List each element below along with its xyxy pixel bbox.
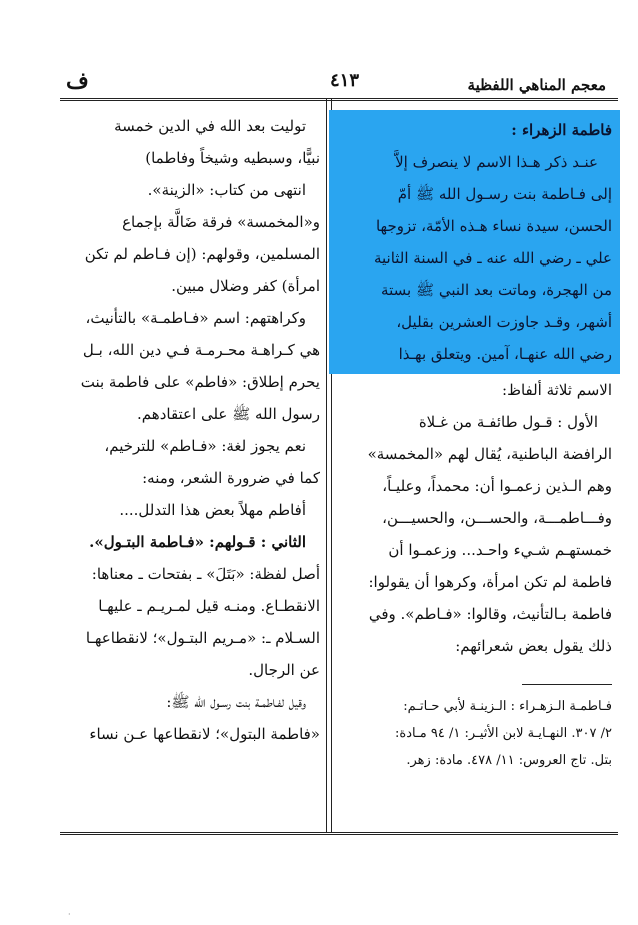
text-line: السـلام ـ: «مـريم البتـول»؛ لانقطاعهـا	[85, 629, 320, 647]
text-line: نعم يجوز لغة: «فـاطم» للترخيم،	[104, 437, 306, 455]
text-line: عن الرجال.	[248, 661, 320, 679]
text-line: امرأة) كفر وضلال مبين.	[171, 277, 320, 295]
verse-line: توليت بعد الله في الدين خمسة	[114, 117, 306, 135]
text-line: عنـد ذكر هـذا الاسم لا ينصرف إلاَّ	[395, 153, 598, 171]
text-line: كما في ضرورة الشعر، ومنه:	[142, 469, 320, 487]
section-letter: ف	[66, 68, 89, 94]
text-line: وقيل لفـاطمـة بنت رسـول الله ﷺ:	[166, 693, 306, 711]
text-line: رسول الله ﷺ على اعتقادهم.	[137, 405, 320, 423]
speck-dot: ·	[68, 910, 71, 919]
page-number: ٤١٣	[330, 70, 360, 91]
verse-line: نبيًّا، وسبطيه وشيخاً وفاطما)	[145, 149, 320, 167]
footnote-line: ٢/ ٣٠٧. النهـايـة لابن الأثيـر: ١/ ٩٤ مـادة:	[395, 726, 612, 741]
right-column	[337, 110, 612, 774]
footer-rule	[60, 832, 618, 835]
text-line: أصل لفظة: «بَتَلَ» ـ بفتحات ـ معناها:	[91, 565, 320, 583]
text-line: هي كـراهـة محـرمـة فـي دين الله، بـل	[82, 341, 320, 359]
text-line: الرافضة الباطنية، يُقال لهم «المخمسة»	[367, 445, 612, 463]
text-line: انتهى من كتاب: «الزينة».	[147, 181, 306, 199]
footnote-line: بتل. تاج العروس: ١١/ ٤٧٨. مادة: زهر.	[406, 753, 612, 768]
text-line: الأول : قـول طائفـة من غـلاة	[418, 413, 598, 431]
text-line: «فاطمة البتول»؛ لانقطاعها عـن نساء	[89, 725, 320, 743]
text-line: الاسم ثلاثة ألفاظ:	[502, 381, 612, 399]
running-title: معجم المناهي اللفظية	[467, 76, 606, 94]
header-rule	[60, 98, 618, 101]
entry-heading: فاطمة الزهراء :	[511, 121, 612, 139]
text-line: من الهجرة، وماتت بعد النبي ﷺ بستة	[381, 281, 612, 299]
footnote-line: فـاطمـة الـزهـراء : الـزينـة لأبي حـاتـم:	[403, 699, 612, 714]
left-column	[66, 110, 320, 750]
text-line: و«المخمسة» فرقة ضَالَّة بإجماع	[122, 213, 320, 231]
text-line: الحسن، سيدة نساء هـذه الأمّة، تزوجها	[375, 217, 612, 235]
text-line: وهم الـذين زعمـوا أن: محمداً، وعليـاً،	[382, 477, 612, 495]
page-header	[60, 66, 618, 96]
text-line: علي ـ رضي الله عنه ـ في السنة الثانية	[373, 249, 612, 267]
text-line: الثاني : قـولهم: «فـاطمة البتـول».	[89, 533, 306, 551]
text-line: وفـــاطمـــة، والحســـن، والحسيـــن،	[382, 509, 612, 527]
text-line: يحرم إطلاق: «فاطم» على فاطمة بنت	[80, 373, 320, 391]
text-line: رضي الله عنهـا، آمين. ويتعلق بهـذا	[398, 345, 612, 363]
text-line: وكراهتهم: اسم «فـاطمـة» بالتأنيث،	[85, 309, 306, 327]
text-line: فاطمة بـالتأنيث، وقالوا: «فـاطم». وفي	[368, 605, 612, 623]
text-line: إلى فـاطمة بنت رسـول الله ﷺ أمّ	[397, 185, 612, 203]
footnote-separator	[522, 684, 612, 685]
verse-line: أفاطم مهلاً بعض هذا التدلل....	[119, 501, 306, 519]
text-line: ذلك يقول بعض شعرائهم:	[455, 637, 612, 655]
text-line: الانقطـاع. ومنـه قيل لمـريـم ـ عليهـا	[98, 597, 320, 615]
text-line: فاطمة لم تكن امرأة، وكرهوا أن يقولوا:	[368, 573, 612, 591]
text-line: خمستهـم شـيء واحـد... وزعمـوا أن	[388, 541, 612, 559]
text-line: المسلمين، وقولهم: (إن فـاطم لم تكن	[84, 245, 320, 263]
highlighted-selection[interactable]	[329, 110, 620, 374]
text-line: أشهر، وقـد جاوزت العشرين بقليل،	[396, 313, 612, 331]
